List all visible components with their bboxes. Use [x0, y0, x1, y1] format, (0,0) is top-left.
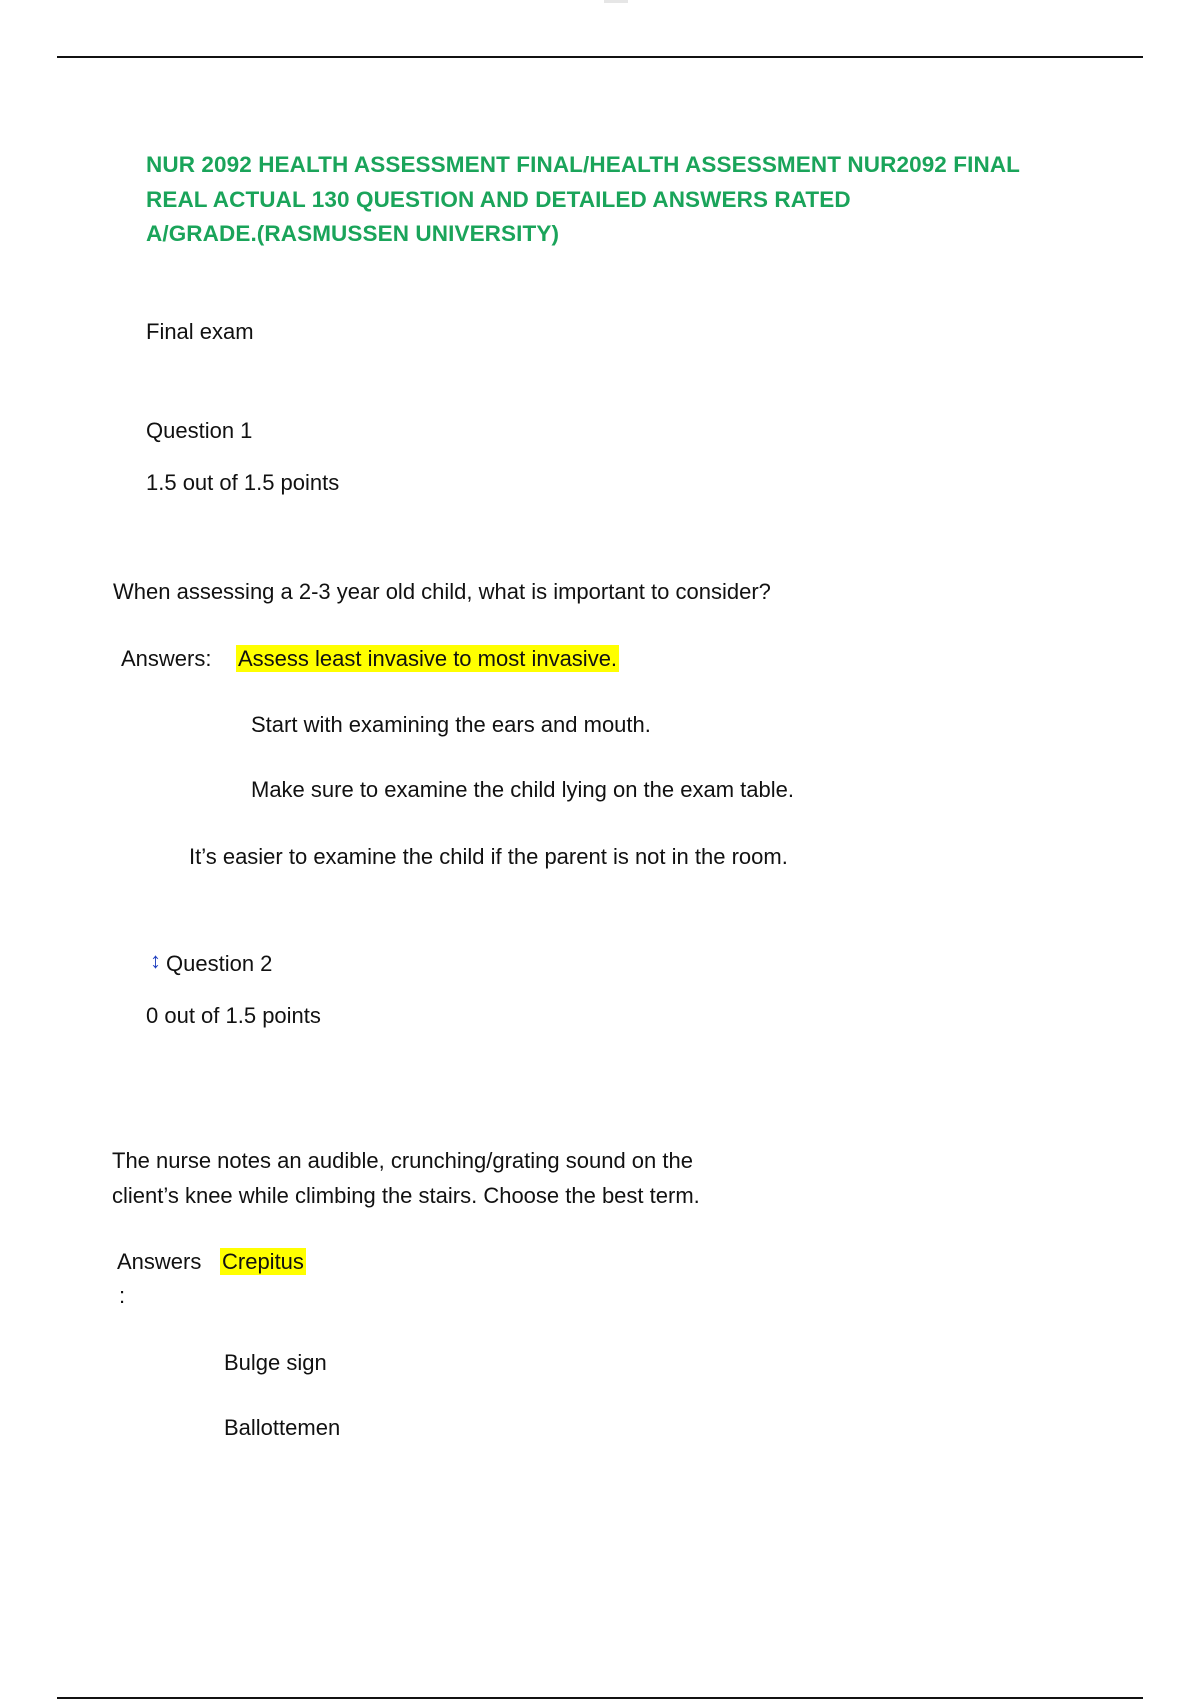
document-title — [146, 148, 1026, 252]
question-1-label: Question 1 — [146, 418, 253, 443]
question-2-prompt-line: The nurse notes an audible, crunching/grating sound on the — [112, 1148, 693, 1173]
header-mark — [604, 0, 628, 3]
top-rule — [57, 56, 1143, 58]
title-line: REAL ACTUAL 130 QUESTION AND DETAILED ANSWERS RATED — [146, 186, 851, 212]
question-2-answers-colon: : — [119, 1283, 126, 1308]
question-1-answer: Make sure to examine the child lying on the exam table. — [251, 777, 794, 802]
question-2-label: Question 2 — [166, 951, 273, 976]
question-1-answers-label: Answers: — [121, 646, 212, 671]
question-2-answer: Bulge sign — [224, 1350, 327, 1375]
question-2-points: 0 out of 1.5 points — [146, 1003, 321, 1028]
question-1-points: 1.5 out of 1.5 points — [146, 470, 340, 495]
bottom-rule — [57, 1697, 1143, 1699]
subtitle: Final exam — [146, 319, 254, 344]
title-line: NUR 2092 HEALTH ASSESSMENT FINAL/HEALTH ASSESSMENT NUR2092 FINAL — [146, 152, 1021, 177]
question-2-prompt-line: client’s knee while climbing the stairs. Choose the best term. — [112, 1183, 700, 1208]
question-2-answers-label: Answers — [117, 1249, 202, 1274]
answer-highlight: Assess least invasive to most invasive. — [238, 646, 618, 671]
question-2-answer: Ballottemen — [224, 1415, 341, 1440]
question-2-answer-correct — [220, 1248, 306, 1276]
question-1-answer: It’s easier to examine the child if the parent is not in the room. — [189, 844, 788, 869]
question-1-answer: Start with examining the ears and mouth. — [251, 712, 651, 737]
question-1-prompt: When assessing a 2-3 year old child, what is important to consider? — [113, 579, 771, 604]
title-line: A/GRADE.(RASMUSSEN UNIVERSITY) — [146, 221, 560, 246]
text-cursor-icon: ↕ — [150, 948, 161, 973]
question-1-answer-correct — [236, 645, 619, 673]
answer-highlight: Crepitus — [222, 1249, 304, 1274]
